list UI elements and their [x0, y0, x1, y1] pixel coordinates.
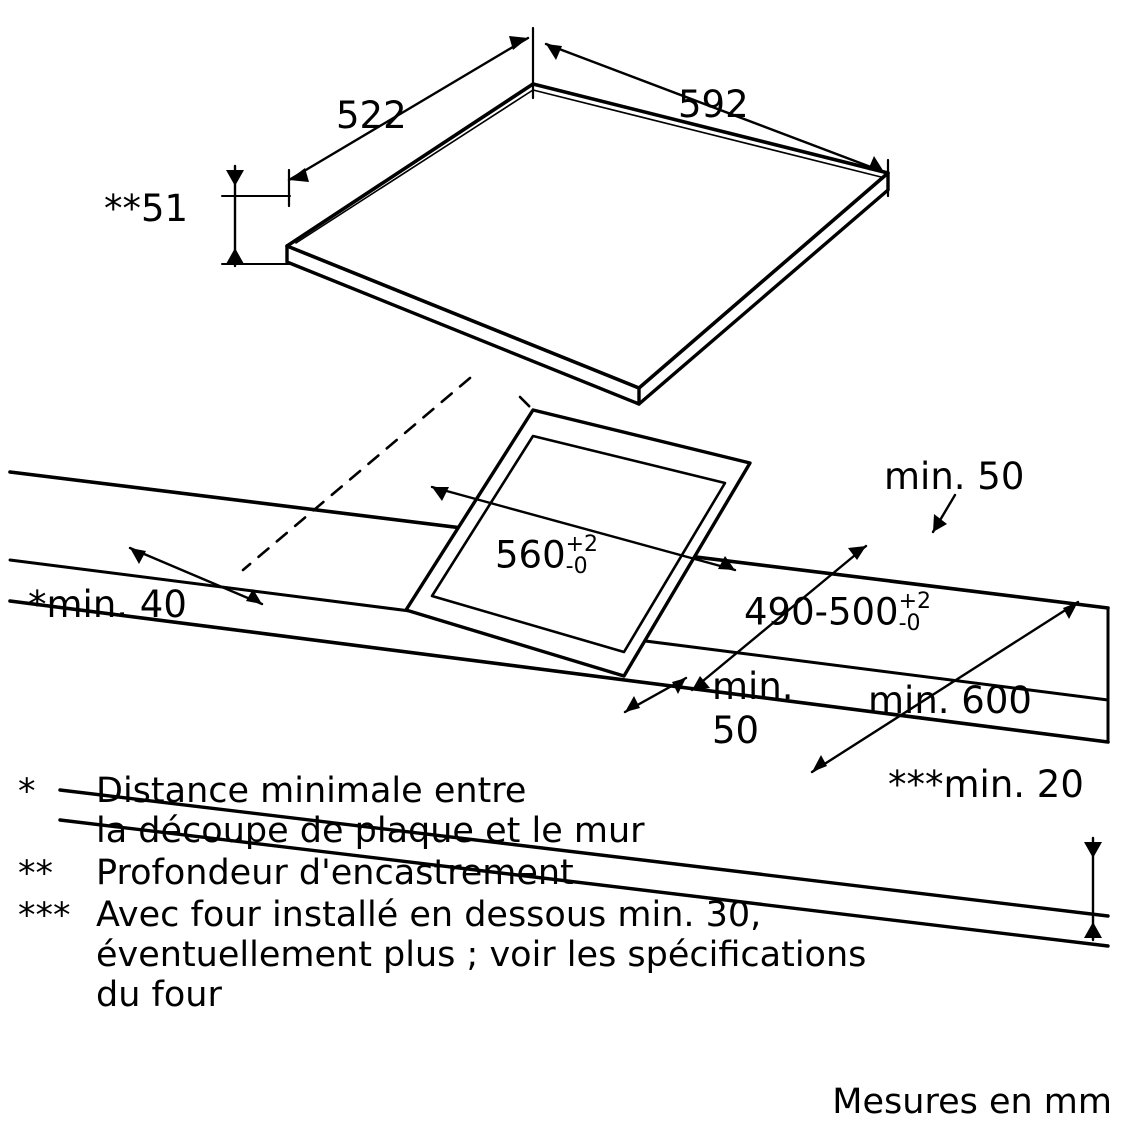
footnote-2-marker: ** — [18, 853, 53, 894]
label-min-600: min. 600 — [868, 679, 1032, 722]
footnote-3 — [18, 896, 1128, 1016]
footnote-3-marker: *** — [18, 895, 71, 936]
footnote-2-text — [96, 854, 574, 894]
label-490-500-value: 490-500 — [744, 590, 899, 634]
label-51: **51 — [104, 187, 189, 230]
footnote-1 — [18, 772, 1128, 852]
footnote-2 — [18, 854, 1128, 894]
label-min-50-front-line2: 50 — [712, 709, 760, 752]
label-560-value: 560 — [495, 533, 566, 577]
footnote-3-line-2: éventuellement plus ; voir les spécifications — [96, 934, 867, 975]
footnote-2-line-1: Profondeur d'encastrement — [96, 852, 574, 893]
label-560 — [495, 532, 599, 579]
footnote-1-marker: * — [18, 772, 36, 812]
footnotes — [18, 772, 1128, 1017]
footnote-3-line-1: Avec four installé en dessous min. 30, — [96, 894, 762, 935]
footnote-1-text — [96, 772, 645, 852]
units-note: Mesures en mm — [832, 1082, 1112, 1122]
label-490-500-tolerance: +2 -0 — [898, 589, 932, 636]
footnote-1-line-2: la découpe de plaque et le mur — [96, 810, 645, 851]
label-min-20: ***min. 20 — [888, 763, 1084, 806]
dim-51 — [222, 166, 290, 266]
label-min-50-back: min. 50 — [884, 455, 1025, 498]
label-522: 522 — [336, 94, 407, 137]
label-min-50-front-line1: min. — [712, 665, 794, 708]
label-min-40: *min. 40 — [28, 583, 187, 626]
label-592: 592 — [678, 83, 749, 126]
footnote-1-line-1: Distance minimale entre — [96, 771, 527, 811]
footnote-3-line-3: du four — [96, 974, 222, 1015]
footnote-3-text — [96, 896, 866, 1016]
label-560-tolerance: +2 -0 — [565, 532, 599, 579]
label-490-500 — [744, 589, 932, 636]
dim-min-50-back — [933, 495, 955, 532]
